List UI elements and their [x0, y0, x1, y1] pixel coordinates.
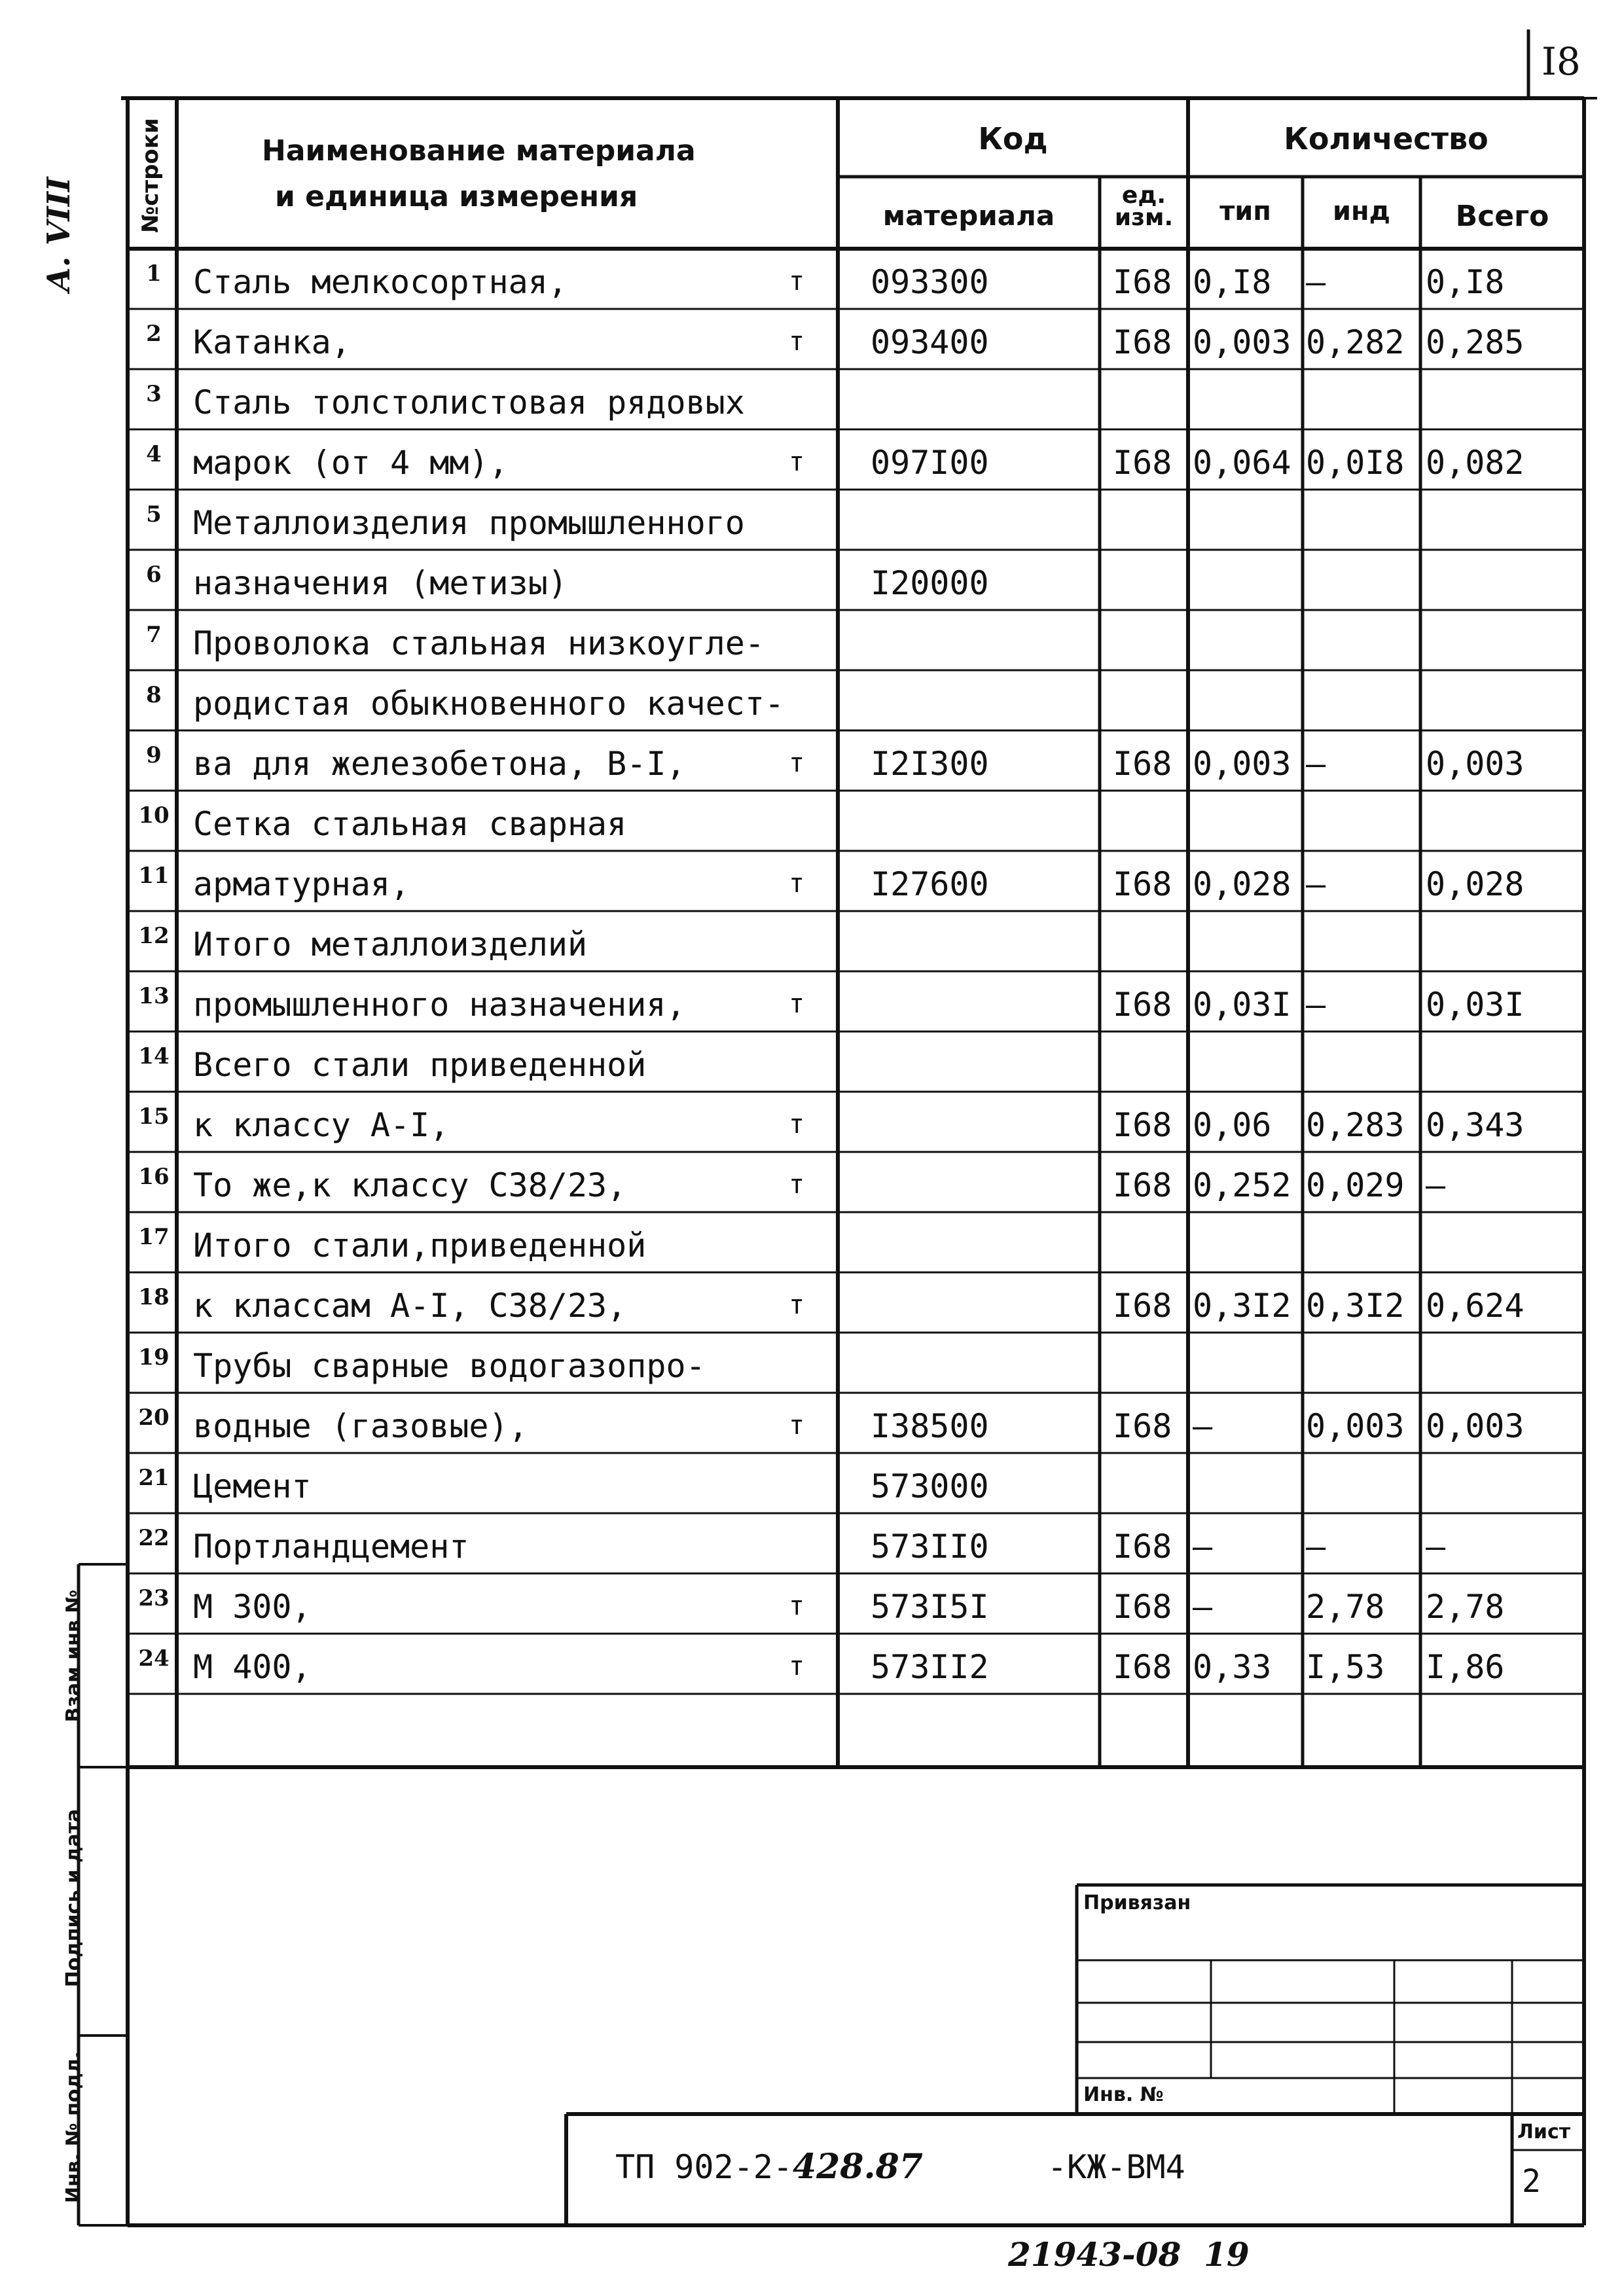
material-name: Металлоизделия промышленного: [193, 504, 745, 542]
material-code: 093300: [871, 263, 989, 301]
qty-type: –: [1193, 1407, 1213, 1445]
row-number: 5: [146, 501, 162, 528]
header-quantity: Количество: [1284, 121, 1489, 156]
unit-code: I68: [1113, 1287, 1172, 1325]
qty-ind: 0,282: [1306, 323, 1405, 361]
qty-type: 0,028: [1193, 865, 1291, 903]
row-number: 17: [138, 1224, 170, 1250]
qty-type: 0,3I2: [1193, 1287, 1291, 1325]
unit-code: I68: [1113, 1528, 1172, 1566]
unit-label: т: [789, 1591, 805, 1621]
material-code: 573II0: [871, 1528, 989, 1566]
stamp-inv-no: Инв. №: [1083, 2083, 1164, 2106]
header-quantity-ind: инд: [1333, 196, 1390, 226]
unit-code: I68: [1113, 1106, 1172, 1144]
document-code-suffix: -КЖ-ВМ4: [1047, 2148, 1185, 2186]
qty-type: 0,252: [1193, 1166, 1291, 1204]
material-name: водные (газовые),: [193, 1407, 528, 1445]
qty-total: 0,285: [1426, 323, 1525, 361]
stamp-inv-podl: Инв. № подл.: [62, 2051, 85, 2204]
qty-ind: –: [1306, 745, 1326, 783]
row-number: 11: [138, 863, 170, 889]
unit-label: т: [789, 1651, 805, 1681]
material-code: 573I5I: [871, 1588, 989, 1626]
material-name: арматурная,: [193, 865, 410, 903]
unit-code: I68: [1113, 745, 1172, 783]
row-number: 15: [138, 1103, 170, 1130]
material-name: То же,к классу С38/23,: [193, 1166, 627, 1204]
material-code: 573000: [871, 1467, 989, 1505]
qty-type: 0,064: [1193, 444, 1291, 482]
qty-type: 0,33: [1193, 1648, 1272, 1686]
material-name: Сталь толстолистовая рядовых: [193, 384, 745, 422]
header-quantity-total: Всего: [1455, 200, 1549, 233]
side-archive-mark: A. VIII: [41, 177, 77, 292]
qty-ind: –: [1306, 1528, 1326, 1566]
material-name: Итого металлоизделий: [193, 925, 588, 963]
header-code: Код: [978, 121, 1048, 156]
material-name: Трубы сварные водогазопро-: [193, 1347, 706, 1385]
unit-label: т: [789, 989, 805, 1019]
qty-total: 0,003: [1426, 1407, 1525, 1445]
qty-ind: 0,283: [1306, 1106, 1405, 1144]
row-number: 4: [146, 441, 162, 467]
material-name: Цемент: [193, 1467, 312, 1505]
stamp-privyazan: Привязан: [1083, 1892, 1191, 1914]
stamp-list-value: 2: [1522, 2163, 1541, 2200]
row-number: 2: [146, 321, 162, 347]
unit-label: т: [789, 1290, 805, 1320]
row-number: 18: [138, 1284, 170, 1310]
qty-ind: 2,78: [1306, 1588, 1385, 1626]
row-number: 22: [138, 1525, 170, 1551]
row-number: 7: [146, 622, 162, 648]
material-name: Всего стали приведенной: [193, 1046, 647, 1084]
qty-type: –: [1193, 1528, 1213, 1566]
qty-ind: –: [1306, 986, 1326, 1024]
qty-total: 0,003: [1426, 745, 1525, 783]
header-row-number: №строки: [137, 118, 164, 233]
qty-total: 0,I8: [1426, 263, 1505, 301]
stamp-podpis-data: Подпись и дата: [62, 1808, 85, 1988]
qty-ind: 0,029: [1306, 1166, 1405, 1204]
material-code: I27600: [871, 865, 989, 903]
material-name: Проволока стальная низкоугле-: [193, 624, 765, 662]
qty-type: 0,03I: [1193, 986, 1291, 1024]
unit-label: т: [789, 266, 805, 296]
qty-total: –: [1426, 1528, 1446, 1566]
row-number: 8: [146, 682, 162, 708]
unit-label: т: [789, 1109, 805, 1139]
qty-ind: 0,0I8: [1306, 444, 1405, 482]
header-name-line1: Наименование материала: [262, 134, 696, 168]
unit-label: т: [789, 327, 805, 357]
row-number: 14: [138, 1043, 170, 1069]
row-number: 1: [146, 260, 162, 287]
material-name: назначения (метизы): [193, 564, 568, 602]
row-number: 24: [138, 1645, 170, 1672]
unit-code: I68: [1113, 263, 1172, 301]
qty-type: –: [1193, 1588, 1213, 1626]
unit-code: I68: [1113, 1648, 1172, 1686]
header-code-unit: ед. изм.: [1114, 182, 1174, 232]
unit-code: I68: [1113, 1588, 1172, 1626]
sheet-number: I8: [1542, 39, 1581, 84]
material-name: Сетка стальная сварная: [193, 805, 627, 843]
header-code-material: материала: [882, 200, 1055, 232]
unit-code: I68: [1113, 1407, 1172, 1445]
material-code: 097I00: [871, 444, 989, 482]
material-code: 093400: [871, 323, 989, 361]
document-code-prefix: ТП 902-2-: [615, 2148, 793, 2186]
row-number: 23: [138, 1585, 170, 1611]
material-name: Катанка,: [193, 323, 351, 361]
material-name: к классам А-I, С38/23,: [193, 1287, 627, 1325]
document-code: [615, 2147, 1185, 2187]
qty-total: 0,03I: [1426, 986, 1525, 1024]
material-code: 573II2: [871, 1648, 989, 1686]
document-code-number: 428.87: [792, 2147, 923, 2187]
qty-ind: –: [1306, 865, 1326, 903]
unit-code: I68: [1113, 323, 1172, 361]
unit-code: I68: [1113, 865, 1172, 903]
qty-total: 0,082: [1426, 444, 1525, 482]
row-number: 16: [138, 1164, 170, 1190]
material-name: к классу А-I,: [193, 1106, 450, 1144]
material-name: родистая обыкновенного качест-: [193, 685, 785, 723]
material-name: Портландцемент: [193, 1528, 469, 1566]
qty-total: 2,78: [1426, 1588, 1505, 1626]
material-name: Итого стали,приведенной: [193, 1227, 647, 1265]
qty-total: 0,343: [1426, 1106, 1525, 1144]
unit-code: I68: [1113, 1166, 1172, 1204]
qty-type: 0,003: [1193, 745, 1291, 783]
qty-type: 0,I8: [1193, 263, 1272, 301]
row-number: 20: [138, 1405, 170, 1431]
qty-total: –: [1426, 1166, 1446, 1204]
unit-label: т: [789, 748, 805, 778]
qty-type: 0,06: [1193, 1106, 1272, 1144]
qty-ind: –: [1306, 263, 1326, 301]
material-name: М 400,: [193, 1648, 312, 1686]
unit-label: т: [789, 1410, 805, 1441]
unit-label: т: [789, 1170, 805, 1200]
qty-total: 0,624: [1426, 1287, 1525, 1325]
row-number: 3: [146, 381, 162, 407]
unit-label: т: [789, 447, 805, 477]
stamp-vzam-inv: Взам инв №: [62, 1589, 85, 1723]
qty-type: 0,003: [1193, 323, 1291, 361]
material-name: ва для железобетона, В-I,: [193, 745, 686, 783]
material-code: I20000: [871, 564, 989, 602]
material-name: М 300,: [193, 1588, 312, 1626]
material-name: промышленного назначения,: [193, 986, 686, 1024]
qty-total: I,86: [1426, 1648, 1505, 1686]
material-name: Сталь мелкосортная,: [193, 263, 568, 301]
qty-ind: 0,3I2: [1306, 1287, 1405, 1325]
qty-ind: I,53: [1306, 1648, 1385, 1686]
row-number: 12: [138, 923, 170, 949]
row-number: 19: [138, 1344, 170, 1371]
material-code: I2I300: [871, 745, 989, 783]
qty-ind: 0,003: [1306, 1407, 1405, 1445]
header-quantity-type: тип: [1219, 196, 1271, 226]
footer-number: 21943-08 19: [1008, 2235, 1250, 2274]
qty-total: 0,028: [1426, 865, 1525, 903]
unit-code: I68: [1113, 444, 1172, 482]
row-number: 6: [146, 562, 162, 588]
row-number: 21: [138, 1465, 170, 1491]
unit-label: т: [789, 869, 805, 899]
unit-code: I68: [1113, 986, 1172, 1024]
stamp-list-label: Лист: [1517, 2121, 1571, 2144]
material-name: марок (от 4 мм),: [193, 444, 509, 482]
material-code: I38500: [871, 1407, 989, 1445]
row-number: 10: [138, 802, 170, 829]
row-number: 9: [146, 742, 162, 768]
header-name-line2: и единица измерения: [275, 180, 638, 213]
row-number: 13: [138, 983, 170, 1009]
